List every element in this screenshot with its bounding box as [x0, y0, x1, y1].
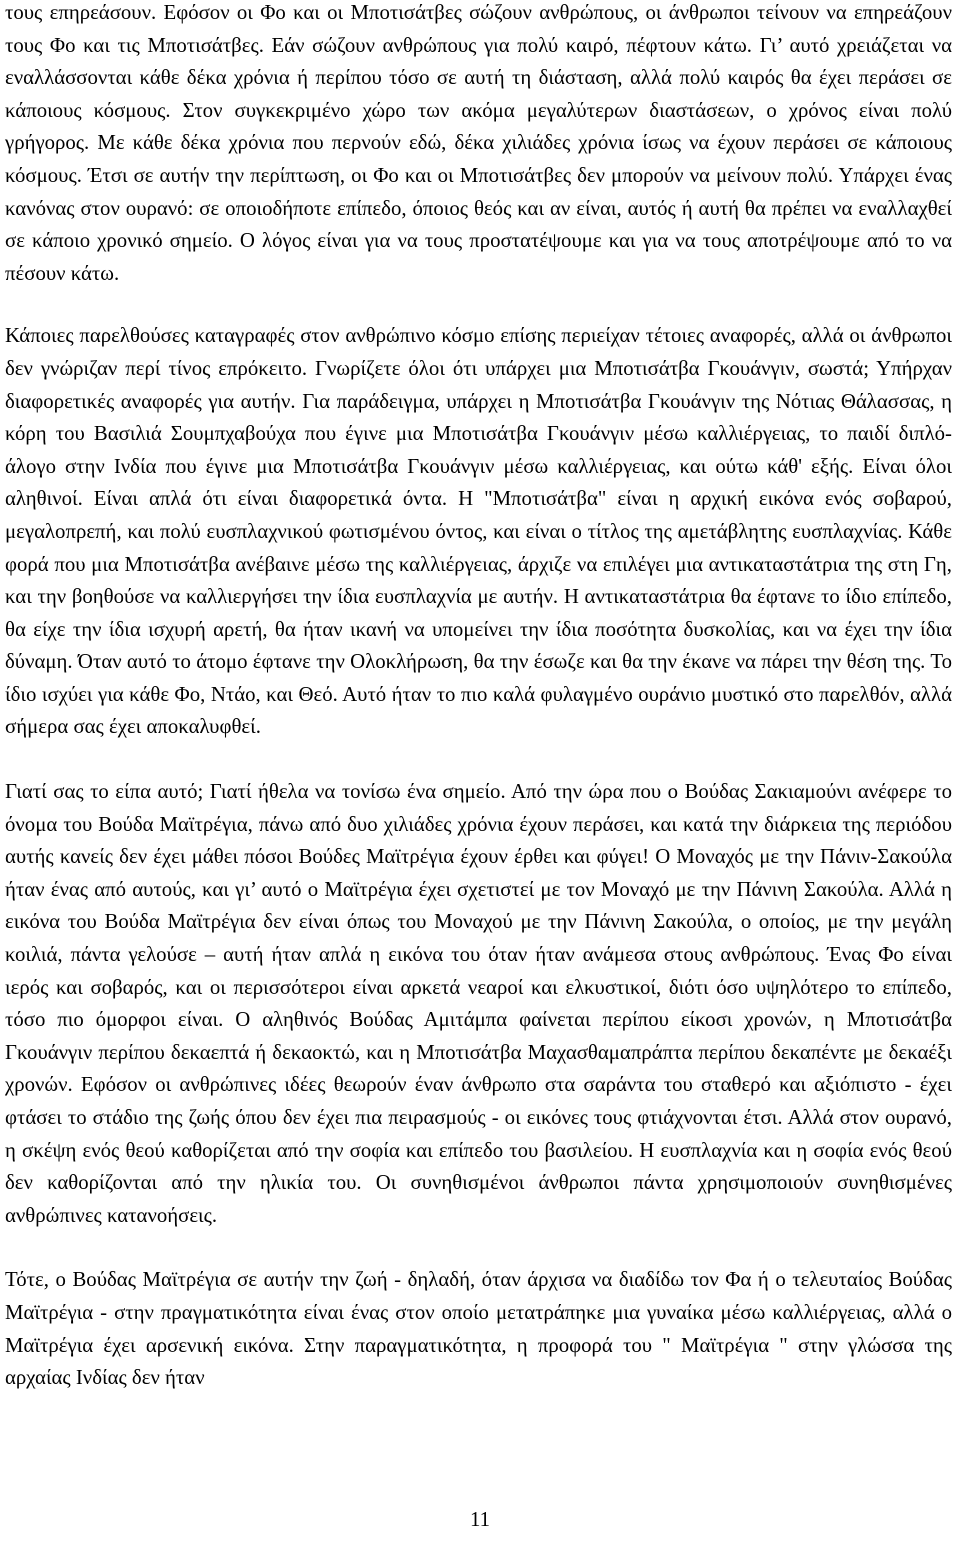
paragraph-1: τους επηρεάσουν. Εφόσον οι Φο και οι Μποτισάτβες σώζουν ανθρώπους, οι άνθρωποι τείνουν να επηρεάζουν τους Φο και τις Μποτισάτβες. Εάν σώζουν ανθρώπους για πολύ καιρό, πέφτουν κάτω. Γι’ αυτό χρειάζεται να εναλλάσσονται κάθε δέκα χρόνια ή περίπου τόσο σε αυτή τη διάσταση, αλλά πολύ καιρός θα έχει περάσει σε κάποιους κόσμους. Στον συγκεκριμένο χώρο των ακόμα μεγαλύτερων διαστάσεων, ο χρόνος είναι πολύ γρήγορος. Με κάθε δέκα χρόνια που περνούν εδώ, δέκα χιλιάδες χρόνια ίσως να έχουν περάσει σε κάποιους κόσμους. Έτσι σε αυτήν την περίπτωση, οι Φο και οι Μποτισάτβες δεν μπορούν να μείνουν πολύ. Υπάρχει ένας κανόνας στον ουρανό: σε οποιοδήποτε επίπεδο, όποιος θεός και αν είναι, αυτός ή αυτή θα πρέπει να εναλλαχθεί σε κάποιο χρονικό σημείο. Ο λόγος είναι για να τους προστατέψουμε και για να τους αποτρέψουμε από το να πέσουν κάτω. — [5, 1, 952, 285]
paragraph-3: Γιατί σας το είπα αυτό; Γιατί ήθελα να τονίσω ένα σημείο. Από την ώρα που ο Βούδας Σακιαμούνι ανέφερε το όνομα του Βούδα Μαϊτρέγια, πάνω από δυο χιλιάδες χρόνια έχουν περάσει, και κατά την διάρκεια της περιόδου αυτής κανείς δεν έχει μάθει πόσοι Βούδες Μαϊτρέγια έχουν έρθει και φύγει! Ο Μοναχός με την Πάνιν-Σακούλα ήταν ένας από αυτούς, και γι’ αυτό ο Μαϊτρέγια έχει σχετιστεί με τον Μοναχό με την Πάνινη Σακούλα. Αλλά η εικόνα του Βούδα Μαϊτρέγια δεν είναι όπως του Μοναχού με την Πάνινη Σακούλα, ο οποίος, με την μεγάλη κοιλιά, πάντα γελούσε – αυτή ήταν απλά η εικόνα του όταν ήταν ανάμεσα στους ανθρώπους. Ένας Φο είναι ιερός και σοβαρός, και οι περισσότεροι είναι αρκετά νεαροί και ελκυστικοί, διότι όσο υψηλότερο το επίπεδο, τόσο πιο όμορφοι είναι. Ο αληθινός Βούδας Αμιτάμπα φαίνεται περίπου είκοσι χρονών, η Μποτισάτβα Γκουάνγιν περίπου δεκαεπτά ή δεκαοκτώ, και η Μποτισάτβα Μαχασθαμαπράπτα περίπου δεκαπέντε με δεκαέξι χρονών. Εφόσον οι ανθρώπινες ιδέες θεωρούν έναν άνθρωπο στα σαράντα του σταθερό και αξιόπιστο - έχει φτάσει το στάδιο της ζωής όπου δεν έχει πια πειρασμούς - οι εικόνες τους φτιάχνονται έτσι. Αλλά στον ουρανό, η σκέψη ενός θεού καθορίζεται από την σοφία και επίπεδο του βασιλείου. Η ευσπλαχνία και η σοφία ενός θεού δεν καθορίζονται από την ηλικία του. Οι συνηθισμένοι άνθρωποι πάντα χρησιμοποιούν συνηθισμένες ανθρώπινες κατανοήσεις. — [5, 780, 952, 1227]
paragraph-2: Κάποιες παρελθούσες καταγραφές στον ανθρώπινο κόσμο επίσης περιείχαν τέτοιες αναφορές, αλλά οι άνθρωποι δεν γνώριζαν περί τίνος επρόκειτο. Γνωρίζετε όλοι ότι υπάρχει μια Μποτισάτβα Γκουάνγιν, σωστά; Υπήρχαν διαφορετικές αναφορές για αυτήν. Για παράδειγμα, υπάρχει η Μποτισάτβα Γκουάνγιν της Νότιας Θάλασσας, η κόρη του Βασιλιά Σουμπχαβούχα που έγινε μια Μποτισάτβα Γκουάνγιν μέσω καλλιέργειας, το παιδί διπλό-άλογο στην Ινδία που έγινε μια Μποτισάτβα Γκουάνγιν μέσω καλλιέργειας, και ούτω κάθ' εξής. Είναι όλοι αληθινοί. Είναι απλά ότι είναι διαφορετικά όντα. Η "Μποτισάτβα" είναι η αρχική εικόνα ενός σοβαρού, μεγαλοπρεπή, και πολύ ευσπλαχνικού φωτισμένου όντος, και είναι ο τίτλος της αμετάβλητης ευσπλαχνίας. Κάθε φορά που μια Μποτισάτβα ανέβαινε μέσω της καλλιέργειας, άρχιζε να επιλέγει μια αντικαταστάτρια της στη Γη, και την βοηθούσε να καλλιεργήσει την ίδια ευσπλαχνία με αυτήν. Η αντικαταστάτρια θα έφτανε το ίδιο επίπεδο, θα είχε την ίδια ισχυρή αρετή, θα ήταν ικανή να υπομείνει την ίδια ποσότητα δυσκολίας, και να έχει την ίδια δύναμη. Όταν αυτό το άτομο έφτανε την Ολοκλήρωση, θα την έσωζε και θα την έκανε να πάρει την θέση της. Το ίδιο ισχύει για κάθε Φο, Ντάο, και Θεό. Αυτό ήταν το πιο καλά φυλαγμένο ουράνιο μυστικό στο παρελθόν, αλλά σήμερα σας έχει αποκαλυφθεί. — [5, 324, 952, 739]
page-number: 11 — [469, 1508, 491, 1531]
document-page — [5, 0, 952, 1395]
paragraph-4: Τότε, ο Βούδας Μαϊτρέγια σε αυτήν την ζωή - δηλαδή, όταν άρχισα να διαδίδω τον Φα ή ο τελευταίος Βούδας Μαϊτρέγια - στην πραγματικότητα είναι ένας στον οποίο μετατράπηκε μια γυναίκα μέσω καλλιέργειας, αλλά ο Μαϊτρέγια έχει αρσενική εικόνα. Στην παραγματικότητα, η προφορά του " Μαϊτρέγια " στην γλώσσα της αρχαίας Ινδίας δεν ήταν — [5, 1268, 952, 1390]
